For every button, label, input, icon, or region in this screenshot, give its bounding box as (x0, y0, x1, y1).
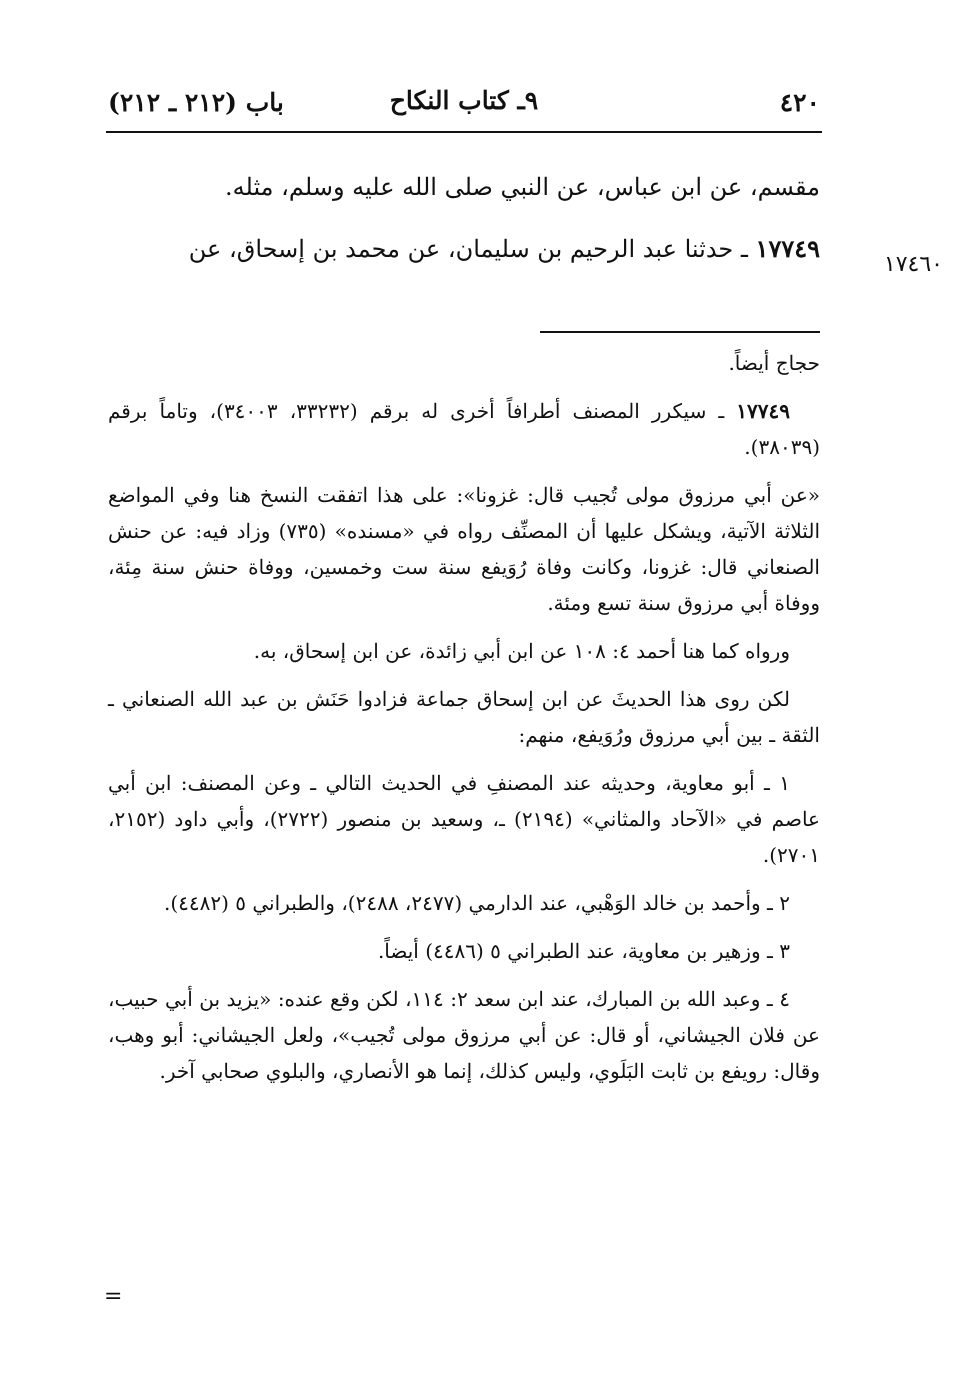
main-paragraph: مقسم، عن ابن عباس، عن النبي صلى الله عليه وسلم، مثله. (225, 173, 820, 201)
footnote-paragraph: ٤ ـ وعبد الله بن المبارك، عند ابن سعد ٢: ١١٤، لكن وقع عنده: «يزيد بن أبي حبيب، عن فلان الجيشاني، أو قال: عن أبي مرزوق مولى تُجيب»، ولعل الجيشاني: أبو وهب، وقال: رويفع بن ثابت البَلَوي، وليس كذلك، إنما هو الأنصاري، والبلوي صحابي آخر. (108, 987, 820, 1083)
footnote-paragraph: ٣ ـ وزهير بن معاوية، عند الطبراني ٥ (٤٤٨٦) أيضاً. (377, 939, 790, 963)
footnote-paragraph: لكن روى هذا الحديثَ عن ابن إسحاق جماعة فزادوا حَنَش بن عبد الله الصنعاني ـ الثقة ـ بين أبي مرزوق ورُوَيفع، منهم: (108, 687, 820, 747)
footnote-paragraph: ورواه كما هنا أحمد ٤: ١٠٨ عن ابن أبي زائدة، عن ابن إسحاق، به. (253, 639, 790, 663)
footnote-text: ـ سيكرر المصنف أطرافاً أخرى له برقم (٣٣٢٣٢، ٣٤٠٠٣)، وتاماً برقم (٣٨٠٣٩). (108, 399, 820, 459)
footnote-paragraph (108, 393, 820, 465)
footnote-paragraph: ١ ـ أبو معاوية، وحديثه عند المصنفِ في الحديث التالي ـ وعن المصنف: ابن أبي عاصم في «الآحاد والمثاني» (٢١٩٤) ـ، وسعيد بن منصور (٢٧٢٢)، وأبي داود (٢١٥٢، ٢٧٠١). (108, 771, 820, 867)
footnote-separator (540, 331, 820, 333)
continuation-mark: = (104, 1284, 123, 1309)
chapter-heading: باب (٢١٢ ـ ٢١٢) (108, 88, 284, 117)
margin-reference-number: ١٧٤٦٠ (883, 252, 943, 277)
main-text (108, 165, 820, 289)
header-rule (106, 131, 822, 133)
footnote-paragraph: «عن أبي مرزوق مولى تُجيب قال: غزونا»: على هذا اتفقت النسخ هنا وفي المواضع الثلاثة الآتية، ويشكل عليها أن المصنِّف رواه في «مسنده» (٧٣٥) وزاد فيه: عن حنش الصنعاني قال: غزونا، وكانت وفاة رُوَيفع سنة ست وخمسين، ووفاة حنش سنة مِئة، ووفاة أبي مرزوق سنة تسع ومئة. (108, 483, 820, 615)
hadith-paragraph (108, 227, 820, 271)
book-title: ٩ـ كتاب النكاح (389, 86, 539, 115)
page-header (108, 82, 820, 132)
footnote-number: ١٧٧٤٩ (736, 399, 791, 423)
hadith-number: ١٧٧٤٩ (755, 234, 820, 263)
hadith-text: ـ حدثنا عبد الرحيم بن سليمان، عن محمد بن إسحاق، عن (188, 235, 756, 263)
footnote-paragraph: ٢ ـ وأحمد بن خالد الوَهْبي، عند الدارمي (٢٤٧٧، ٢٤٨٨)، والطبراني ٥ (٤٤٨٢). (163, 891, 790, 915)
footnotes (108, 345, 820, 1101)
footnote-paragraph: حجاج أيضاً. (728, 351, 820, 375)
page-number: ٤٢٠ (779, 88, 820, 117)
